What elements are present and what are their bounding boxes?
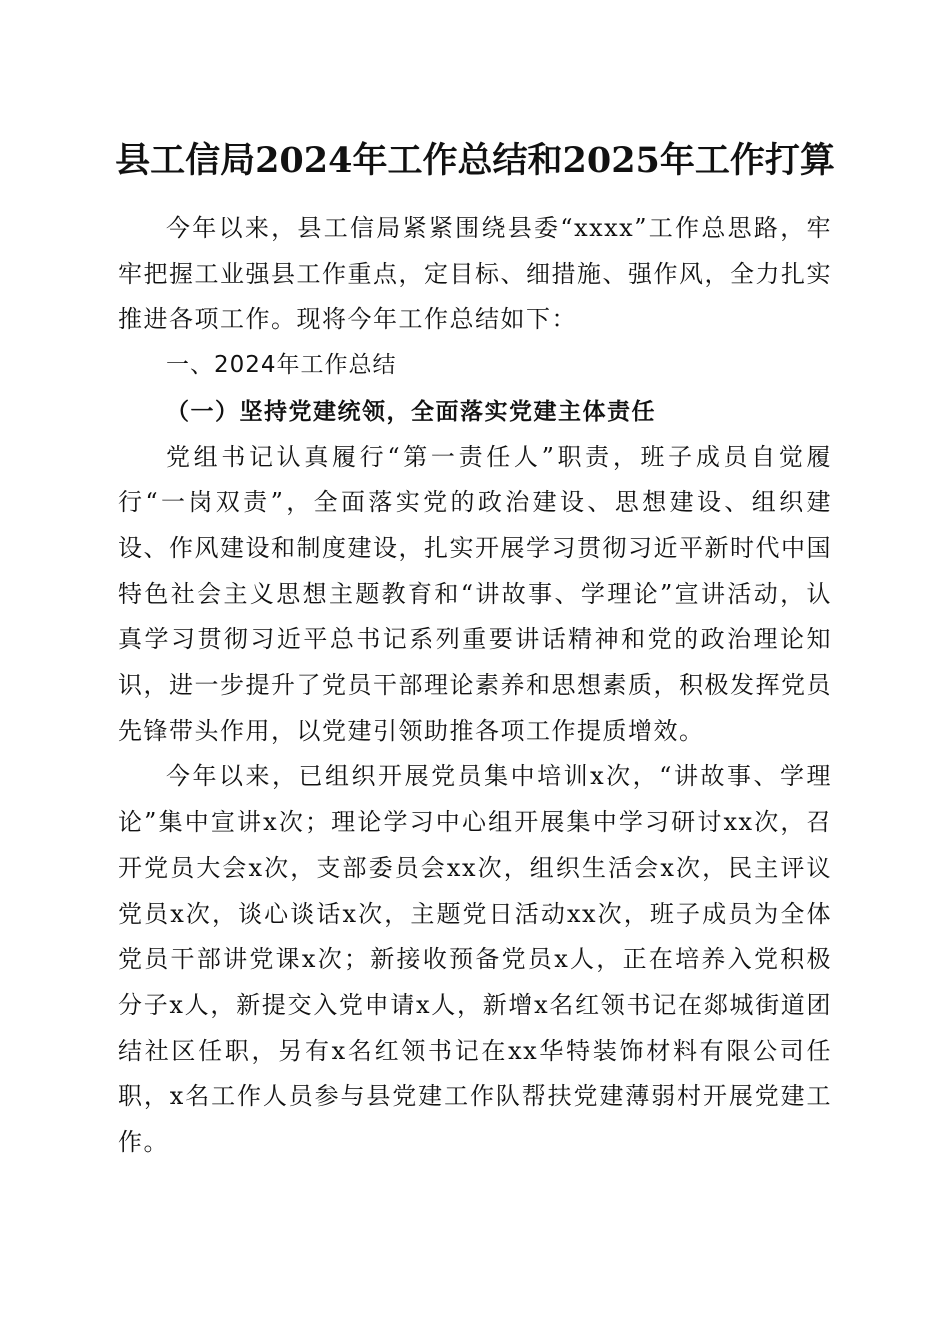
document-title: 县工信局2024年工作总结和2025年工作打算: [115, 140, 835, 181]
intro-paragraph: 今年以来，县工信局紧紧围绕县委“xxxx”工作总思路，牢牢把握工业强县工作重点，定目标、细措施、强作风，全力扎实推进各项工作。现将今年工作总结如下：: [118, 214, 832, 334]
document-body: [118, 206, 832, 1166]
section-heading: 一、2024年工作总结: [166, 352, 397, 379]
body-paragraph: 今年以来，已组织开展党员集中培训x次，“讲故事、学理论”集中宣讲x次；理论学习中心组开展集中学习研讨xx次，召开党员大会x次，支部委员会xx次，组织生活会x次，民主评议党员x次，谈心谈话x次，主题党日活动xx次，班子成员为全体党员干部讲党课x次；新接收预备党员x人，正在培养入党积极分子x人，新提交入党申请x人，新增x名红领书记在郯城街道团结社区任职，另有x名红领书记在xx华特装饰材料有限公司任职，x名工作人员参与县党建工作队帮扶党建薄弱村开展党建工作。: [118, 762, 832, 1157]
subsection-heading: （一）坚持党建统领，全面落实党建主体责任: [166, 397, 656, 425]
body-paragraph: 党组书记认真履行“第一责任人”职责，班子成员自觉履行“一岗双责”，全面落实党的政治建设、思想建设、组织建设、作风建设和制度建设，扎实开展学习贯彻习近平新时代中国特色社会主义思想主题教育和“讲故事、学理论”宣讲活动，认真学习贯彻习近平总书记系列重要讲话精神和党的政治理论知识，进一步提升了党员干部理论素养和思想素质，积极发挥党员先锋带头作用，以党建引领助推各项工作提质增效。: [118, 442, 832, 745]
